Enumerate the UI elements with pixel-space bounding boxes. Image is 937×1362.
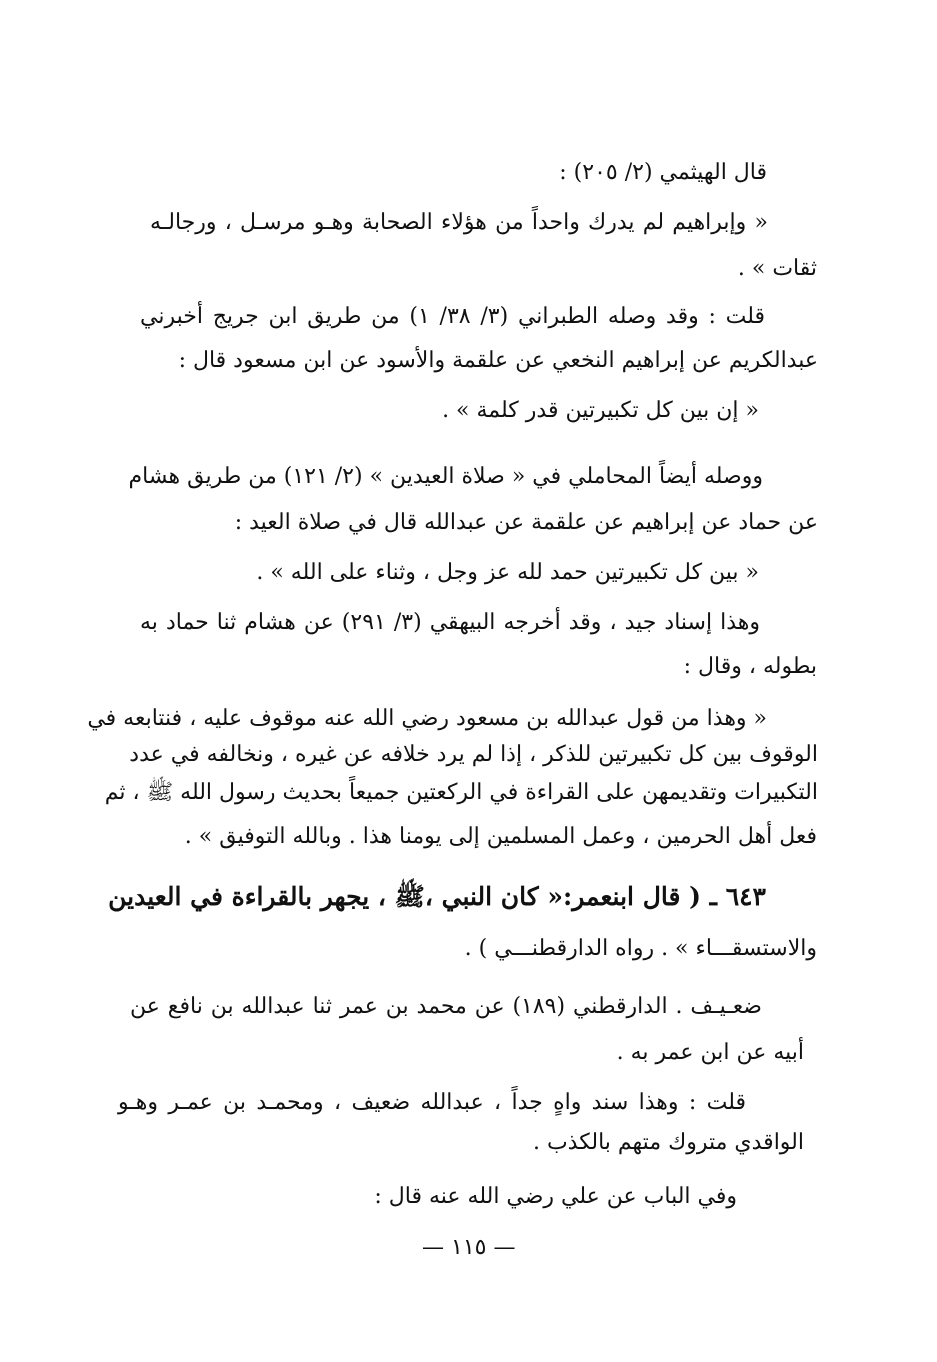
text-line: « وهذا من قول عبدالله بن مسعود رضي الله عنه موقوف عليه ، فنتابعه في [87,706,767,731]
text-line: ثقات » . [737,256,817,281]
hadith-heading: ٦٤٣ ـ ( قال ابنعمر:« كان النبي ،ﷺ ، يجهر بالقراءة في العيدين [108,882,766,911]
text-line: قلت : وهذا سند واهٍ جداً ، عبدالله ضعيف ، ومحمـد بن عمـر وهـو [118,1090,746,1115]
text-line: أبيه عن ابن عمر به . [616,1040,804,1065]
text-line: وفي الباب عن علي رضي الله عنه قال : [374,1184,737,1209]
text-line: فعل أهل الحرمين ، وعمل المسلمين إلى يومنا هذا . وبالله التوفيق » . [184,824,817,849]
text-line: الوقوف بين كل تكبيرتين للذكر ، إذا لم يرد خلافه عن غيره ، ونخالفه في عدد [129,742,818,767]
text-line: قلت : وقد وصله الطبراني (٣/ ٣٨/ ١) من طريق ابن جريج أخبرني [140,304,766,329]
page-number: — ١١٥ — [422,1235,516,1260]
text-line: بطوله ، وقال : [683,654,817,679]
text-line: التكبيرات وتقديمهن على القراءة في الركعتين جميعاً بحديث رسول الله ﷺ ، ثم [104,780,818,805]
text-line: « وإبراهيم لم يدرك واحداً من هؤلاء الصحابة وهـو مرسـل ، ورجالـه [150,210,768,235]
text-line: عن حماد عن إبراهيم عن علقمة عن عبدالله قال في صلاة العيد : [234,510,818,535]
text-line: وهذا إسناد جيد ، وقد أخرجه البيهقي (٣/ ٢٩١) عن هشام ثنا حماد به [140,610,761,635]
text-line: عبدالكريم عن إبراهيم النخعي عن علقمة والأسود عن ابن مسعود قال : [178,348,818,373]
text-line: قال الهيثمي (٢/ ٢٠٥) : [559,160,767,185]
text-line: « بين كل تكبيرتين حمد لله عز وجل ، وثناء على الله » . [256,560,759,585]
text-line: ضعـيـف . الدارقطني (١٨٩) عن محمد بن عمر ثنا عبدالله بن نافع عن [130,994,762,1019]
text-line: الواقدي متروك متهم بالكذب . [532,1130,804,1155]
text-line: ووصله أيضاً المحاملي في « صلاة العيدين » (٢/ ١٢١) من طريق هشام [128,464,763,489]
text-line: « إن بين كل تكبيرتين قدر كلمة » . [442,398,759,423]
text-line: والاستسقـــاء » . رواه الدارقطنـــي ) . [464,936,817,961]
